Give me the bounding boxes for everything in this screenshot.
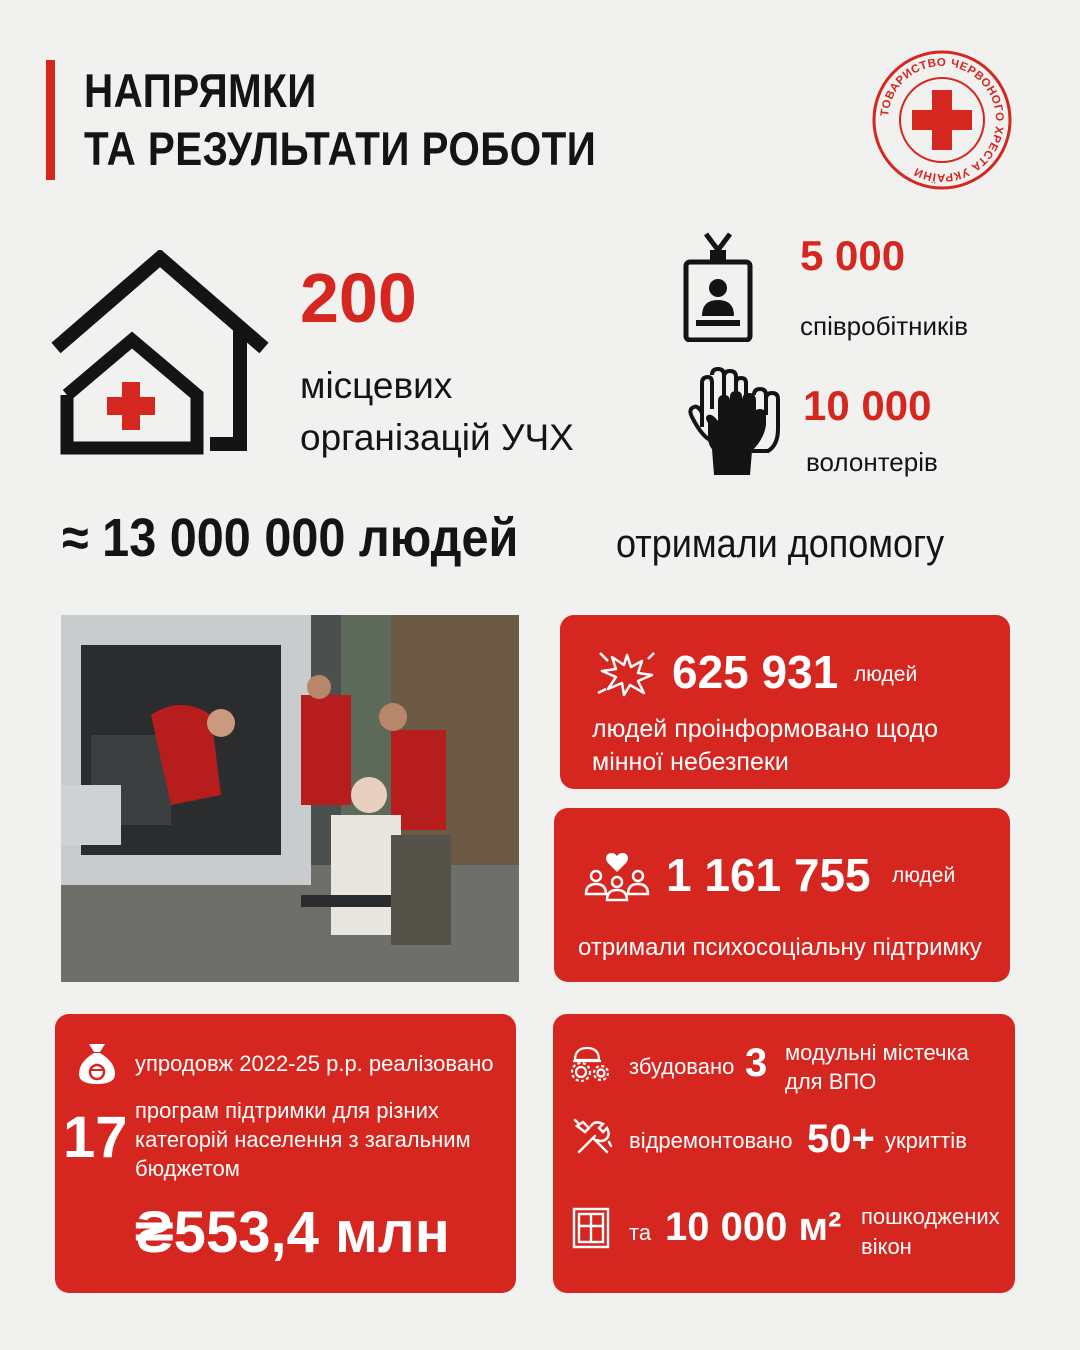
windows-text-line-2: вікон xyxy=(861,1234,912,1259)
house-cross-icon xyxy=(50,250,270,455)
explosion-icon xyxy=(596,649,658,697)
programs-number: 17 xyxy=(63,1105,128,1170)
money-bag-icon xyxy=(77,1040,117,1086)
construction-card xyxy=(553,1014,1015,1293)
mines-text-line-1: людей проінформовано щодо xyxy=(592,715,939,743)
mines-text xyxy=(592,713,938,779)
programs-text-line-1: програм підтримки для різних xyxy=(135,1098,439,1123)
programs-budget: ₴553,4 млн xyxy=(135,1200,450,1265)
windows-prefix: та xyxy=(629,1220,652,1245)
programs-text-line-2: категорій населення з загальним xyxy=(135,1127,471,1152)
volunteers-number: 10 000 xyxy=(803,382,932,429)
raised-hands-icon xyxy=(682,365,786,477)
build-text-line-2: для ВПО xyxy=(785,1069,877,1094)
programs-text-line-3: бюджетом xyxy=(135,1156,240,1181)
programs-text xyxy=(135,1096,471,1183)
build-number: 3 xyxy=(745,1041,768,1085)
volunteers-label: волонтерів xyxy=(806,447,938,477)
repair-number: 50+ xyxy=(807,1117,875,1161)
title-accent-bar xyxy=(46,60,55,180)
orgs-label xyxy=(300,360,574,464)
psycho-text: отримали психосоціальну підтримку xyxy=(578,934,982,961)
build-prefix: збудовано xyxy=(629,1054,735,1079)
page-title xyxy=(84,62,596,178)
mines-text-line-2: мінної небезпеки xyxy=(592,748,789,776)
orgs-label-line-2: організацій УЧХ xyxy=(300,417,574,458)
windows-text-line-1: пошкоджених xyxy=(861,1204,1000,1229)
programs-card xyxy=(55,1014,516,1293)
red-cross-seal-icon xyxy=(870,48,1014,192)
orgs-number: 200 xyxy=(300,259,417,337)
mine-safety-card xyxy=(560,615,1010,789)
repair-prefix: відремонтовано xyxy=(629,1128,793,1153)
badge-icon xyxy=(682,230,754,342)
mines-unit: людей xyxy=(854,663,918,686)
psychosocial-card xyxy=(554,808,1010,982)
volunteers-photo xyxy=(61,615,519,982)
builder-gear-icon xyxy=(571,1044,611,1084)
title-line-1: НАПРЯМКИ xyxy=(84,64,317,117)
headline-text: отримали допомогу xyxy=(616,522,945,566)
window-icon xyxy=(571,1206,611,1250)
build-text xyxy=(785,1038,969,1096)
psycho-number: 1 161 755 xyxy=(666,849,871,901)
logo-text: ТОВАРИСТВО ЧЕРВОНОГО ХРЕСТА УКРАЇНИ xyxy=(879,56,1006,184)
tools-icon xyxy=(573,1118,613,1158)
staff-label: співробітників xyxy=(800,311,969,341)
programs-line1: упродовж 2022-25 р.р. реалізовано xyxy=(135,1051,494,1076)
psycho-unit: людей xyxy=(892,864,956,887)
heart-people-icon xyxy=(584,852,650,902)
windows-number: 10 000 м² xyxy=(665,1205,842,1249)
build-text-line-1: модульні містечка xyxy=(785,1040,969,1065)
headline-number: ≈ 13 000 000 людей xyxy=(62,508,519,568)
windows-text xyxy=(861,1202,1000,1262)
staff-number: 5 000 xyxy=(800,232,906,279)
title-line-2: ТА РЕЗУЛЬТАТИ РОБОТИ xyxy=(84,122,597,175)
repair-text: укриттів xyxy=(885,1128,967,1153)
orgs-label-line-1: місцевих xyxy=(300,365,453,406)
mines-number: 625 931 xyxy=(672,646,839,698)
